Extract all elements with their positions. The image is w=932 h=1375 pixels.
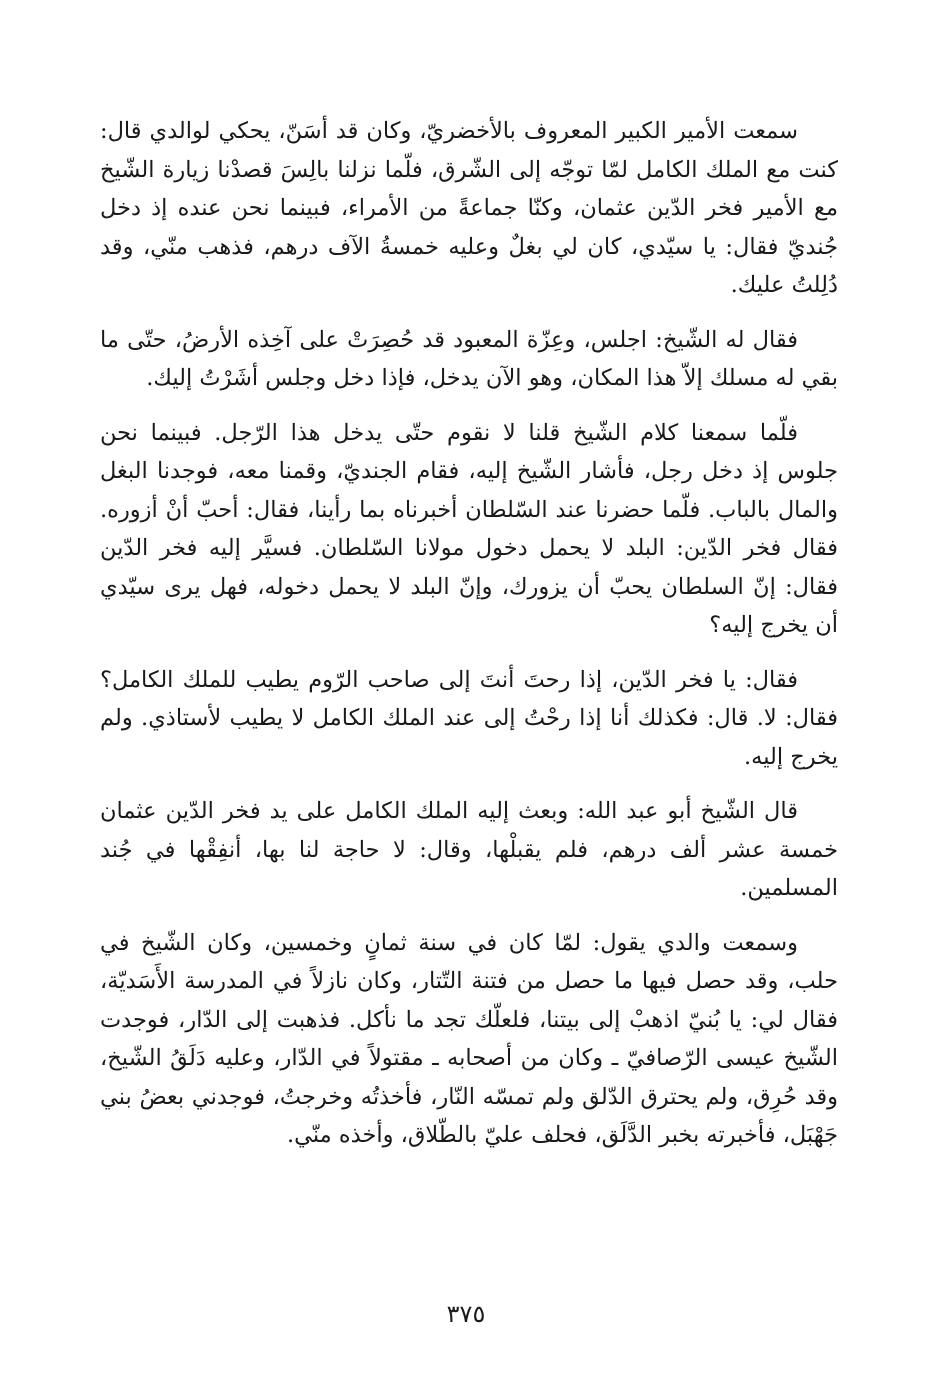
- paragraph-2: فقال له الشّيخ: اجلس، وعِزّة المعبود قد حُصِرَتْ على آخِذه الأرضُ، حتّى ما بقي له مسلك إلاّ هذا المكان، وهو الآن يدخل، فإذا دخل وجلس أشَرْتُ إليك.: [100, 326, 838, 391]
- paragraph-6: وسمعت والدي يقول: لمّا كان في سنة ثمانٍ وخمسين، وكان الشّيخ في حلب، وقد حصل فيها ما حصل من فتنة التّتار، وكان نازلاً في المدرسة الأَسَديّة، فقال لي: يا بُنيّ اذهبْ إلى بيتنا، فلعلّك تجد ما نأكل. فذهبت إلى الدّار، فوجدت الشّيخ عيسى الرّصافيّ ـ وكان من أصحابه ـ مقتولاً في الدّار، وعليه دَلَقُ الشّيخ، وقد حُرِق، ولم يحترق الدّلق ولم تمسّه النّار، فأخذتُه وخرجتُ، فوجدني بعضُ بني جَهْبَل، فأخبرته بخبر الدَّلَق، فحلف عليّ بالطّلاق، وأخذه منّي.: [100, 929, 838, 1148]
- paragraph-5: قال الشّيخ أبو عبد الله: وبعث إليه الملك الكامل على يد فخر الدّين عثمان خمسة عشر ألف درهم، فلم يقبلْها، وقال: لا حاجة لنا بها، أنفِقْها في جُند المسلمين.: [100, 798, 838, 901]
- page-body: [100, 112, 838, 1171]
- paragraph-3: فلّما سمعنا كلام الشّيخ قلنا لا نقوم حتّى يدخل هذا الرّجل. فبينما نحن جلوس إذ دخل رجل، فأشار الشّيخ إليه، فقام الجنديّ، وقمنا معه، فوجدنا البغل والمال بالباب. فلّما حضرنا عند السّلطان أخبرناه بما رأينا، فقال: أحبّ أنْ أزوره. فقال فخر الدّين: البلد لا يحمل دخول مولانا السّلطان. فسيَّر إليه فخر الدّين فقال: إنّ السلطان يحبّ أن يزورك، وإنّ البلد لا يحمل دخوله، فهل يرى سيّدي أن يخرج إليه؟: [100, 419, 838, 638]
- page-number: ٣٧٥: [446, 1300, 486, 1328]
- paragraph-4: فقال: يا فخر الدّين، إذا رحتَ أنتَ إلى صاحب الرّوم يطيب للملك الكامل؟ فقال: لا. قال: فكذلك أنا إذا رحْتُ إلى عند الملك الكامل لا يطيب لأستاذي. ولم يخرج إليه.: [100, 666, 838, 770]
- paragraph-1: سمعت الأمير الكبير المعروف بالأخضريّ، وكان قد أسَنّ، يحكي لوالدي قال: كنت مع الملك الكامل لمّا توجّه إلى الشّرق، فلّما نزلنا بالِسَ قصدْنا زيارة الشّيخ مع الأمير فخر الدّين عثمان، وكنّا جماعةً من الأمراء، فبينما نحن عنده إذ دخل جُنديّ فقال: يا سيّدي، كان لي بغلٌ وعليه خمسةُ الآف درهم، فذهب منّي، وقد دُلِلتُ عليك.: [100, 118, 838, 298]
